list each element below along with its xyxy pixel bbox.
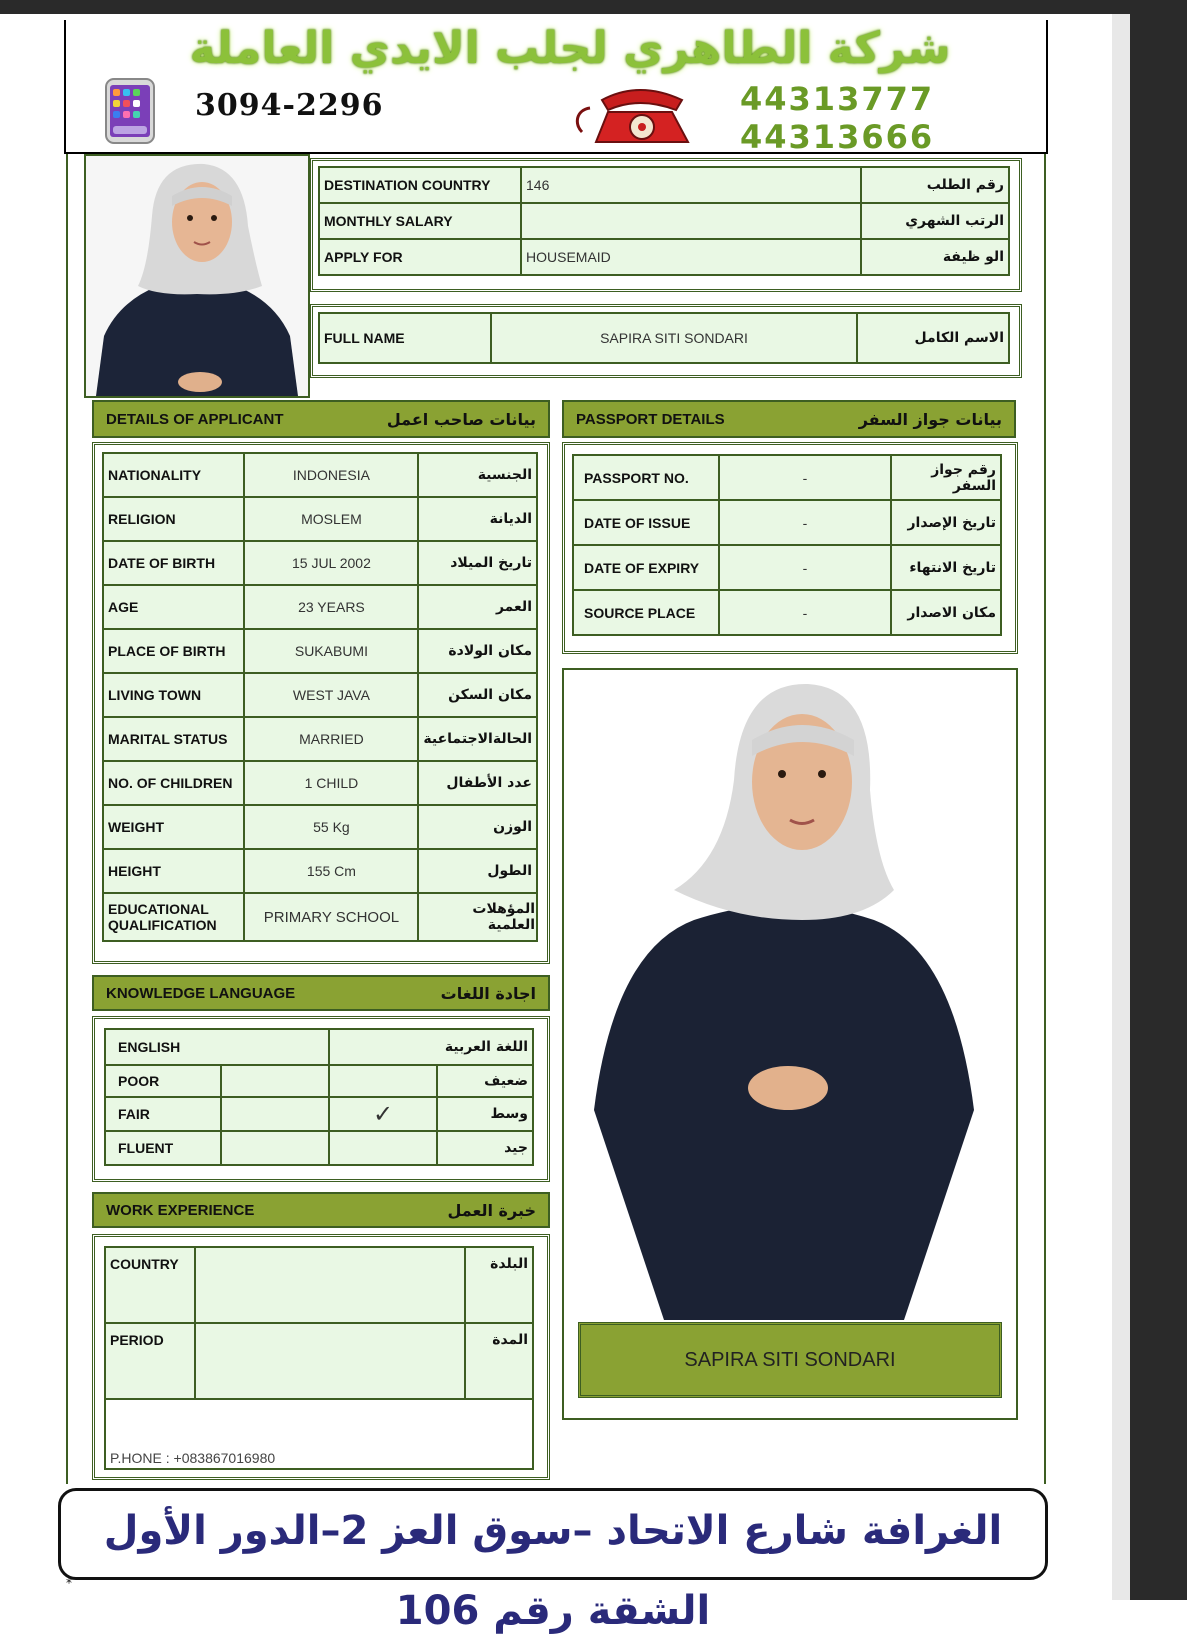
job-label-ar: الو ظيفة	[861, 239, 1009, 275]
date-of-expiry-label: DATE OF EXPIRY	[573, 545, 719, 590]
education-label: EDUCATIONAL QUALIFICATION	[103, 893, 244, 941]
work-period-label-ar: المدة	[465, 1323, 533, 1399]
table-row	[573, 545, 1001, 590]
applicant-title-ar: بيانات صاحب اعمل	[386, 409, 536, 429]
children-label: NO. OF CHILDREN	[103, 761, 244, 805]
english-fluent-mark	[221, 1131, 329, 1165]
table-row	[105, 1065, 533, 1097]
religion-value: MOSLEM	[244, 497, 418, 541]
sheet-border-left	[66, 154, 68, 1484]
marital-status-label-ar: الحالةالاجتماعية	[418, 717, 537, 761]
table-row	[105, 1323, 533, 1399]
children-label-ar: عدد الأطفال	[418, 761, 537, 805]
table-row	[103, 673, 537, 717]
language-title: KNOWLEDGE LANGUAGE	[106, 984, 296, 1002]
level-fair-label: FAIR	[105, 1097, 221, 1131]
table-row	[105, 1247, 533, 1323]
english-header: ENGLISH	[105, 1029, 329, 1065]
passport-table	[572, 454, 1002, 636]
height-label-ar: الطول	[418, 849, 537, 893]
living-town-label-ar: مكان السكن	[418, 673, 537, 717]
scan-edge-right	[1130, 0, 1187, 1600]
table-row	[319, 239, 1009, 275]
work-period-label: PERIOD	[105, 1323, 195, 1399]
applicant-photo-small	[84, 154, 310, 398]
level-fluent-label: FLUENT	[105, 1131, 221, 1165]
applicant-title: DETAILS OF APPLICANT	[106, 410, 284, 428]
level-fair-label-ar: وسط	[437, 1097, 533, 1131]
table-row	[103, 849, 537, 893]
table-row	[103, 453, 537, 497]
destination-country-label: DESTINATION COUNTRY	[319, 167, 521, 203]
full-name-value: SAPIRA SITI SONDARI	[491, 313, 857, 363]
age-value: 23 YEARS	[244, 585, 418, 629]
date-of-issue-label: DATE OF ISSUE	[573, 500, 719, 545]
scan-edge-right-light	[1112, 14, 1130, 1600]
applicant-table	[102, 452, 538, 942]
language-section-header	[92, 975, 550, 1011]
passport-no-value: -	[719, 455, 891, 500]
work-country-label: COUNTRY	[105, 1247, 195, 1323]
english-fair-mark	[221, 1097, 329, 1131]
level-fluent-label-ar: جيد	[437, 1131, 533, 1165]
full-name-table	[318, 312, 1010, 364]
arabic-fair-mark: ✓	[329, 1097, 437, 1131]
source-place-value: -	[719, 590, 891, 635]
sheet-border-right	[1044, 154, 1046, 1484]
education-value: PRIMARY SCHOOL	[244, 893, 418, 941]
asterisk-mark: *	[66, 1576, 72, 1590]
english-poor-mark	[221, 1065, 329, 1097]
work-country-value	[195, 1247, 465, 1323]
full-name-label: FULL NAME	[319, 313, 491, 363]
work-title-ar: خبرة العمل	[447, 1200, 536, 1220]
table-row	[103, 805, 537, 849]
applicant-photo-large	[562, 668, 1018, 1420]
name-caption: SAPIRA SITI SONDARI	[578, 1322, 1002, 1398]
table-row	[573, 590, 1001, 635]
weight-value: 55 Kg	[244, 805, 418, 849]
passport-title-ar: بيانات جواز السفر	[858, 409, 1002, 429]
monthly-salary-label: MONTHLY SALARY	[319, 203, 521, 239]
passport-section-header	[562, 400, 1016, 438]
monthly-salary-value	[521, 203, 861, 239]
full-name-label-ar: الاسم الكامل	[857, 313, 1009, 363]
date-of-birth-label-ar: تاريخ الميلاد	[418, 541, 537, 585]
table-row	[105, 1029, 533, 1065]
table-row	[319, 167, 1009, 203]
footer-address: الغرافة شارع الاتحاد –سوق العز 2–الدور الأول الشقة رقم 106	[58, 1488, 1048, 1580]
company-name: شركة الطاهري لجلب الايدي العاملة	[189, 23, 951, 74]
table-row	[103, 761, 537, 805]
apply-for-value: HOUSEMAID	[521, 239, 861, 275]
work-table	[104, 1246, 534, 1470]
table-row	[319, 203, 1009, 239]
date-of-issue-label-ar: تاريخ الإصدار	[891, 500, 1001, 545]
applicant-section-header	[92, 400, 550, 438]
table-row	[103, 717, 537, 761]
table-row	[319, 313, 1009, 363]
work-title: WORK EXPERIENCE	[106, 1201, 255, 1219]
nationality-label-ar: الجنسية	[418, 453, 537, 497]
arabic-poor-mark	[329, 1065, 437, 1097]
age-label: AGE	[103, 585, 244, 629]
table-row	[573, 455, 1001, 500]
mobile-number: 3094-2296	[195, 88, 384, 123]
passport-no-label: PASSPORT NO.	[573, 455, 719, 500]
place-of-birth-label-ar: مكان الولادة	[418, 629, 537, 673]
passport-no-label-ar: رقم جواز السفر	[891, 455, 1001, 500]
telephone-icon	[572, 84, 706, 146]
religion-label-ar: الديانة	[418, 497, 537, 541]
weight-label: WEIGHT	[103, 805, 244, 849]
header-border-right	[1046, 20, 1048, 152]
destination-country-value: 146	[521, 167, 861, 203]
language-table	[104, 1028, 534, 1166]
marital-status-value: MARRIED	[244, 717, 418, 761]
language-title-ar: اجادة اللغات	[440, 983, 536, 1003]
date-of-birth-label: DATE OF BIRTH	[103, 541, 244, 585]
nationality-value: INDONESIA	[244, 453, 418, 497]
table-row	[105, 1131, 533, 1165]
top-info-table	[318, 166, 1010, 276]
scan-edge-top	[0, 0, 1187, 14]
date-of-expiry-value: -	[719, 545, 891, 590]
source-place-label: SOURCE PLACE	[573, 590, 719, 635]
table-row	[103, 497, 537, 541]
apply-for-label: APPLY FOR	[319, 239, 521, 275]
table-row	[103, 541, 537, 585]
table-row	[103, 585, 537, 629]
table-row	[573, 500, 1001, 545]
living-town-label: LIVING TOWN	[103, 673, 244, 717]
children-value: 1 CHILD	[244, 761, 418, 805]
table-row	[103, 629, 537, 673]
date-of-expiry-label-ar: تاريخ الانتهاء	[891, 545, 1001, 590]
weight-label-ar: الوزن	[418, 805, 537, 849]
source-place-label-ar: مكان الاصدار	[891, 590, 1001, 635]
arabic-fluent-mark	[329, 1131, 437, 1165]
table-row	[105, 1399, 533, 1469]
table-row	[103, 893, 537, 941]
religion-label: RELIGION	[103, 497, 244, 541]
date-of-birth-value: 15 JUL 2002	[244, 541, 418, 585]
place-of-birth-label: PLACE OF BIRTH	[103, 629, 244, 673]
phone-numbers	[740, 80, 1000, 156]
marital-status-label: MARITAL STATUS	[103, 717, 244, 761]
phone-number-1: 44313777	[740, 80, 935, 118]
phone-number-2: 44313666	[740, 118, 935, 156]
level-poor-label-ar: ضعيف	[437, 1065, 533, 1097]
smartphone-icon	[104, 78, 156, 144]
request-number-label-ar: رقم الطلب	[861, 167, 1009, 203]
age-label-ar: العمر	[418, 585, 537, 629]
monthly-salary-label-ar: الرتب الشهري	[861, 203, 1009, 239]
height-label: HEIGHT	[103, 849, 244, 893]
level-poor-label: POOR	[105, 1065, 221, 1097]
nationality-label: NATIONALITY	[103, 453, 244, 497]
applicant-phone: P.HONE : +083867016980	[105, 1399, 533, 1469]
work-period-value	[195, 1323, 465, 1399]
passport-title: PASSPORT DETAILS	[576, 410, 725, 428]
education-label-ar: المؤهلات العلمية	[418, 893, 537, 941]
arabic-header: اللغة العربية	[329, 1029, 533, 1065]
place-of-birth-value: SUKABUMI	[244, 629, 418, 673]
date-of-issue-value: -	[719, 500, 891, 545]
header-border-left	[64, 20, 66, 152]
height-value: 155 Cm	[244, 849, 418, 893]
living-town-value: WEST JAVA	[244, 673, 418, 717]
work-section-header	[92, 1192, 550, 1228]
work-country-label-ar: البلدة	[465, 1247, 533, 1323]
table-row	[105, 1097, 533, 1131]
